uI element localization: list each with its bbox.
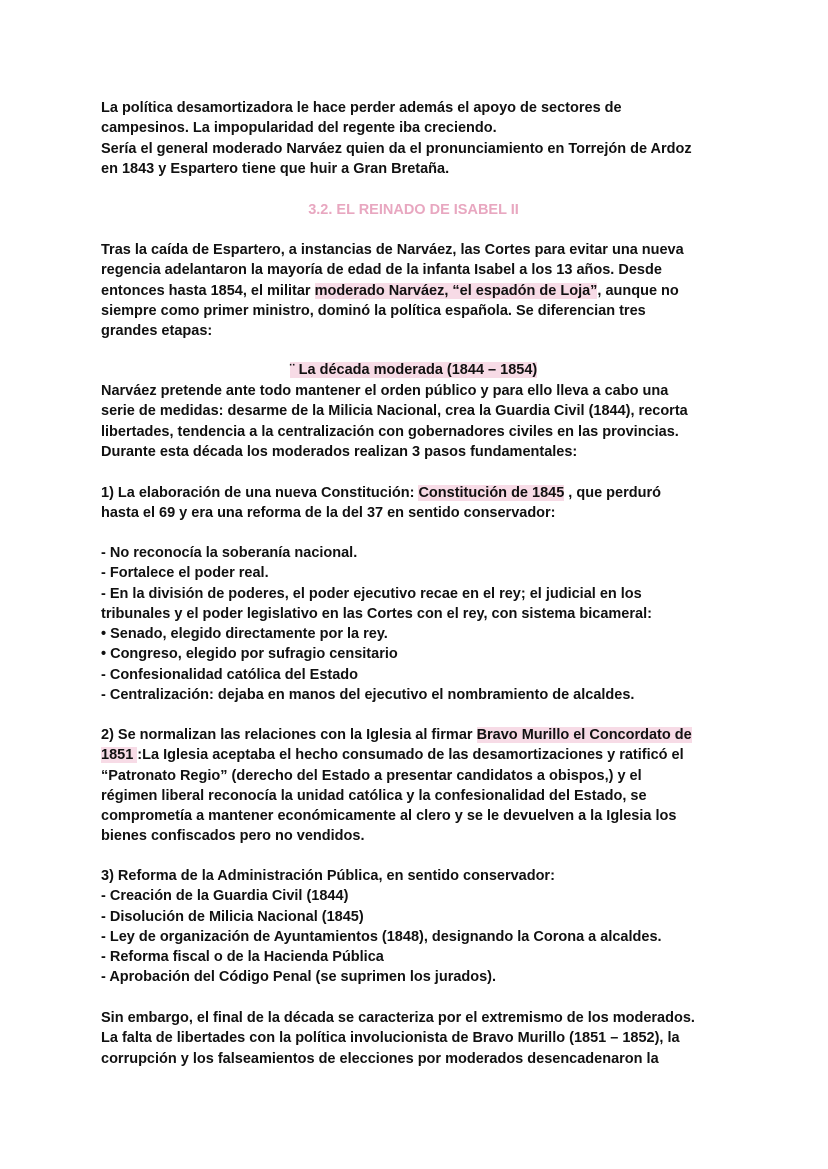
paragraph-step1 bbox=[101, 483, 741, 524]
list-item: - Disolución de Milicia Nacional (1845) bbox=[101, 908, 364, 925]
text-line: regencia adelantaron la mayoría de edad de la infanta Isabel a los 13 años. Desde bbox=[101, 262, 662, 279]
text-line: Sin embargo, el final de la década se caracteriza por el extremismo de los moderados. bbox=[101, 1010, 695, 1026]
text-line: Sería el general moderado Narváez quien da el pronunciamiento en Torrejón de Ardoz bbox=[101, 140, 692, 157]
list-item: - Confesionalidad católica del Estado bbox=[101, 666, 359, 683]
text-fragment: , aunque no bbox=[597, 282, 679, 299]
text-line bbox=[101, 745, 741, 765]
text-line: Tras la caída de Espartero, a instancias de Narváez, las Cortes para evitar una nueva bbox=[101, 242, 684, 258]
list-item: - Creación de la Guardia Civil (1844) bbox=[101, 888, 349, 905]
paragraph-step2 bbox=[101, 725, 741, 847]
text-line: grandes etapas: bbox=[101, 323, 213, 340]
text-fragment: , que perduró bbox=[564, 485, 661, 501]
paragraph-espartero-fall bbox=[101, 98, 741, 179]
paragraph-decada bbox=[101, 381, 741, 462]
list-item: - Ley de organización de Ayuntamientos (1848), designando la Corona a alcaldes. bbox=[101, 928, 662, 945]
text-fragment: 2) Se normalizan las relaciones con la Iglesia al firmar bbox=[101, 727, 477, 743]
text-line: Durante esta década los moderados realizan 3 pasos fundamentales: bbox=[101, 443, 578, 460]
list-item: - Aprobación del Código Penal (se suprimen los jurados). bbox=[101, 969, 497, 986]
list-item: tribunales y el poder legislativo en las Cortes con el rey, con sistema bicameral: bbox=[101, 605, 652, 622]
list-item: • Senado, elegido directamente por la rey. bbox=[101, 626, 388, 643]
text-fragment: 1) La elaboración de una nueva Constitución: bbox=[101, 485, 419, 501]
paragraph-step3 bbox=[101, 866, 741, 988]
text-line: “Patronato Regio” (derecho del Estado a presentar candidatos a obispos,) y el bbox=[101, 767, 642, 784]
highlight-narvaez: moderado Narváez, “el espadón de Loja” bbox=[314, 282, 598, 299]
list-item: - Reforma fiscal o de la Hacienda Pública bbox=[101, 949, 384, 966]
text-line: bienes confiscados pero no vendidos. bbox=[101, 828, 365, 845]
text-line bbox=[101, 725, 741, 745]
text-line: libertades, tendencia a la centralización con gobernadores civiles en las provincias. bbox=[101, 423, 679, 440]
text-line bbox=[101, 483, 741, 503]
list-item: - En la división de poderes, el poder ejecutivo recae en el rey; el judicial en los bbox=[101, 585, 642, 602]
list-item: • Congreso, elegido por sufragio censitario bbox=[101, 646, 398, 663]
text-line: La política desamortizadora le hace perder además el apoyo de sectores de bbox=[101, 100, 622, 116]
text-line bbox=[101, 281, 741, 301]
text-line: en 1843 y Espartero tiene que huir a Gran Bretaña. bbox=[101, 160, 450, 177]
text-line: La falta de libertades con la política involucionista de Bravo Murillo (1851 – 1852), la bbox=[101, 1030, 680, 1047]
list-item: - Fortalece el poder real. bbox=[101, 565, 269, 582]
highlight-concordato: Bravo Murillo el Concordato de bbox=[476, 727, 692, 743]
text-fragment: :La Iglesia aceptaba el hecho consumado de las desamortizaciones y ratificó el bbox=[137, 747, 684, 764]
text-fragment: entonces hasta 1854, el militar bbox=[101, 282, 315, 299]
subheading-text: ¨ La década moderada (1844 – 1854) bbox=[289, 362, 538, 378]
text-line: régimen liberal reconocía la unidad católica y la confesionalidad del Estado, se bbox=[101, 787, 647, 804]
text-line: comprometía a mantener económicamente al clero y se le devuelven a la Iglesia los bbox=[101, 808, 677, 825]
highlight-1851: 1851 bbox=[101, 747, 138, 764]
list-item: - Centralización: dejaba en manos del ejecutivo el nombramiento de alcaldes. bbox=[101, 687, 635, 704]
text-line: 3) Reforma de la Administración Pública, en sentido conservador: bbox=[101, 868, 555, 884]
text-line: siempre como primer ministro, dominó la política española. Se diferencian tres bbox=[101, 302, 646, 319]
paragraph-intro bbox=[101, 240, 741, 341]
list-step1 bbox=[101, 543, 741, 705]
section-heading: 3.2. EL REINADO DE ISABEL II bbox=[308, 202, 519, 218]
text-line: serie de medidas: desarme de la Milicia Nacional, crea la Guardia Civil (1844), recorta bbox=[101, 403, 688, 420]
text-line: Narváez pretende ante todo mantener el orden público y para ello lleva a cabo una bbox=[101, 383, 669, 399]
text-line: hasta el 69 y era una reforma de la del 37 en sentido conservador: bbox=[101, 505, 556, 522]
highlight-constitucion: Constitución de 1845 bbox=[418, 485, 565, 501]
paragraph-closing bbox=[101, 1008, 741, 1069]
list-item: - No reconocía la soberanía nacional. bbox=[101, 545, 358, 561]
text-line: campesinos. La impopularidad del regente iba creciendo. bbox=[101, 120, 497, 137]
subheading-decada-moderada bbox=[101, 360, 726, 380]
text-line: corrupción y los falseamientos de elecciones por moderados desencadenaron la bbox=[101, 1050, 659, 1067]
